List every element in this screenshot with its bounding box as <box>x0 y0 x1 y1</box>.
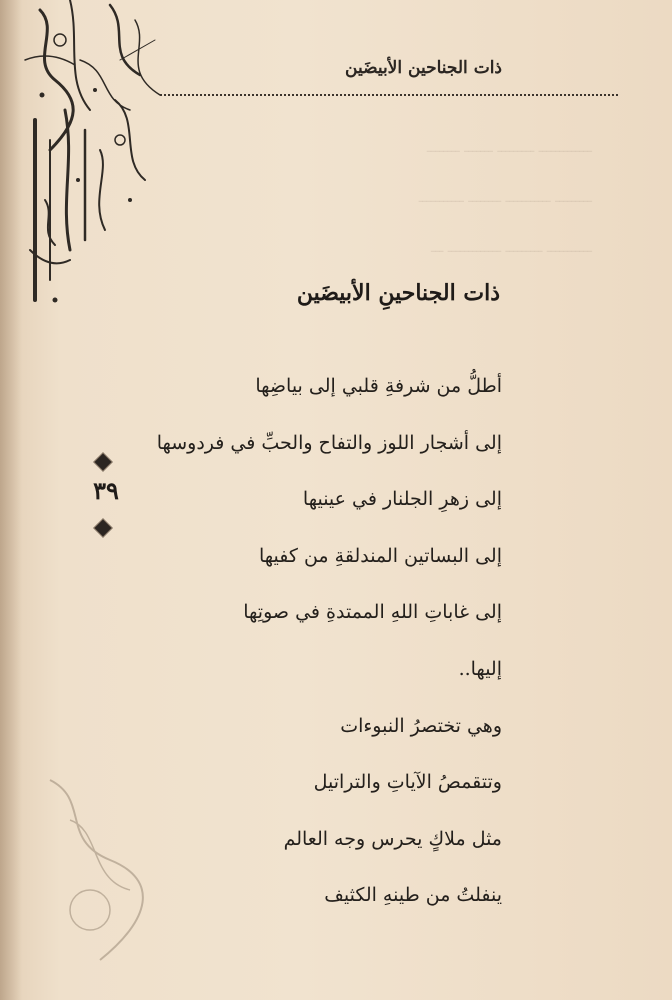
poem-line: وتتقمصُ الآياتِ والتراتيل <box>313 771 502 794</box>
poem-line: مثل ملاكٍ يحرس وجه العالم <box>283 827 502 850</box>
poem-lines <box>102 366 502 932</box>
page-number: ٣٩ <box>93 476 119 505</box>
bleed-through-text: ـــــــــ ـــــــــــ ــــــــ ـــــــــــ <box>418 190 592 206</box>
poem-line: إلى أشجار اللوز والتفاح والحبِّ في فردوسها <box>156 431 502 454</box>
running-header: ذات الجناحين الأبيضَين <box>345 58 502 78</box>
bleed-through-text: ـــــــــــــ ـــــــــ ـــــــ ــــــــ <box>426 140 592 156</box>
gutter-shadow <box>0 0 22 1000</box>
poem-line: إلى غاباتِ اللهِ الممتدةِ في صوتِها <box>243 601 502 624</box>
bleed-through-text: ـــــــــــ ـــــــــ ـــــــــــــ ـــ <box>430 240 592 256</box>
poem-line: إلى البساتين المندلقةِ من كفيها <box>258 544 502 567</box>
poem-line: إلى زهرِ الجلنار في عينيها <box>302 488 502 511</box>
poem-line: ينفلتُ من طينهِ الكثيف <box>324 884 502 907</box>
poem-line: أطلُّ من شرفةِ قلبي إلى بياضِها <box>255 375 502 397</box>
poem-line: وهي تختصرُ النبوءات <box>340 714 502 737</box>
poem-line: إليها.. <box>458 657 502 680</box>
header-dotted-rule <box>160 94 618 96</box>
calligraphy-ornament <box>20 0 170 320</box>
poem-title: ذات الجناحينِ الأبيضَين <box>296 280 500 306</box>
